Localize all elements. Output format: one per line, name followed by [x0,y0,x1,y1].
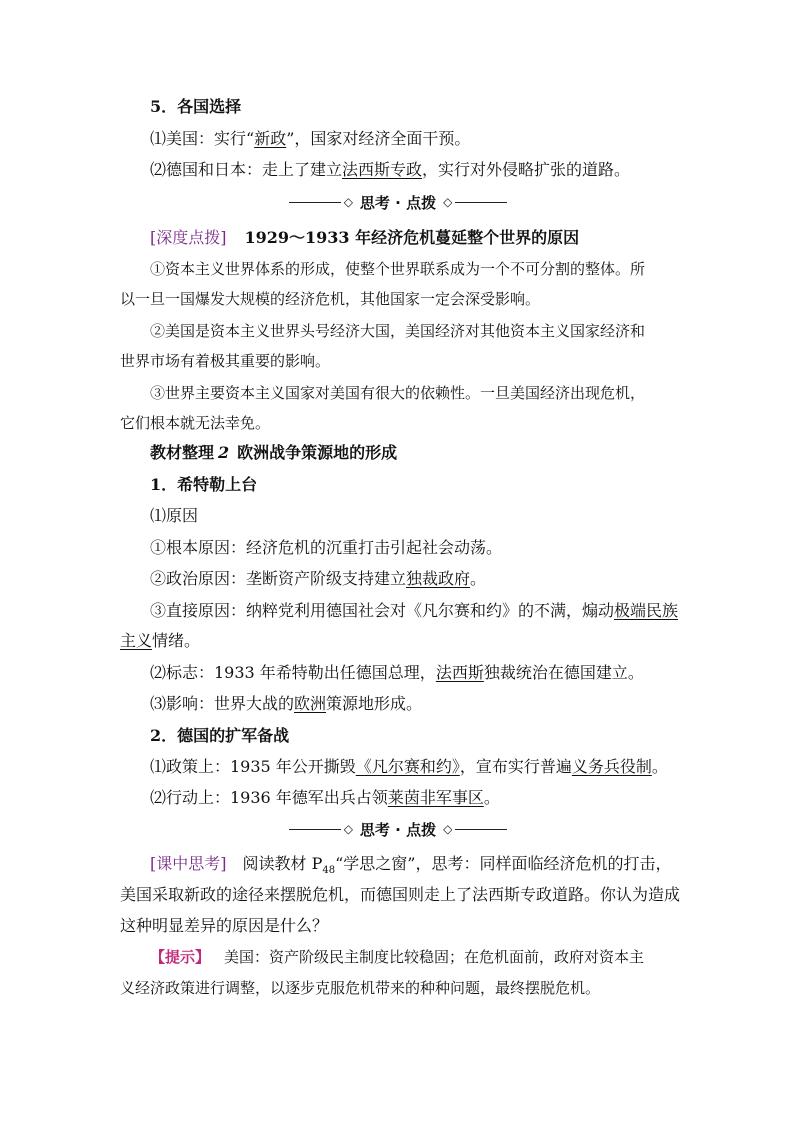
tip-label: 【提示】 [150,948,211,966]
think-line-1 [150,853,676,882]
think-tag: [课中思考] [150,854,227,873]
underlined-term: 新政 [254,129,287,148]
text: ，宣布实行普遍 [459,757,572,776]
depth-p3-cont: 它们根本就无法幸免。 [120,414,271,432]
text: 情绪。 [152,631,201,650]
underlined-term: 极端民族 [614,601,679,620]
think-line-2: 美国采取新政的途径来摆脱危机，而德国则走上了法西斯专政道路。你认为造成 [120,885,681,904]
germany-policy [150,756,676,778]
underlined-term: 欧洲 [294,694,327,713]
hitler-reason-2 [150,568,676,590]
divider-rule [455,202,507,203]
text: ②政治原因：垄断资产阶级支持建立 [150,569,407,588]
heading-number: 2 [218,443,230,462]
section5-us-line [150,128,676,150]
divider-label: 思考 · 点拨 [359,820,437,839]
hitler-effect [150,693,676,715]
think-divider-2 [120,818,676,840]
text: 。 [651,757,668,776]
divider-rule [289,829,341,830]
depth-p1-cont: 以一旦一国爆发大规模的经济危机，其他国家一定会深受影响。 [120,290,541,308]
depth-heading [150,227,676,249]
text: 策源地形成。 [326,694,423,713]
text: ⑵标志：1933 年希特勒出任德国总理， [150,663,436,682]
depth-p2: ②美国是资本主义世界头号经济大国，美国经济对其他资本主义国家经济和 [150,322,646,340]
think-divider-1 [120,191,676,213]
depth-tag: [深度点拨] [150,228,227,247]
depth-p2-cont: 世界市场有着极其重要的影响。 [120,352,331,370]
text: 。 [470,569,487,588]
text: 美国：资产阶级民主制度比较稳固；在危机面前，政府对资本主 [224,948,645,966]
diamond-icon: ◇ [343,822,353,836]
underlined-term: 莱茵非军事区 [387,788,484,807]
page-subscript: 48 [322,865,336,877]
text: 阅读教材 P [242,854,323,873]
hitler-reason-1: ①根本原因：经济危机的沉重打击引起社会动荡。 [150,538,503,557]
diamond-icon: ◇ [443,822,453,836]
underlined-term: 《凡尔赛和约》 [355,757,460,776]
section-heading-2 [150,442,676,464]
text: ⑶影响：世界大战的 [150,694,295,713]
hitler-sign [150,662,676,684]
hitler-title: 1．希特勒上台 [150,475,258,494]
text: ”，国家对经济全面干预。 [286,129,471,148]
diamond-icon: ◇ [443,195,453,209]
text: ⑴政策上：1935 年公开撕毁 [150,757,356,776]
text: 。 [483,788,500,807]
depth-p1: ①资本主义世界体系的形成，使整个世界联系成为一个不可分割的整体。所 [150,260,646,278]
think-line-3: 这种明显差异的原因是什么？ [120,916,329,935]
text: “学思之窗”，思考：同样面临经济危机的打击， [335,854,672,873]
divider-rule [289,202,341,203]
heading-prefix: 教材整理 [150,443,215,462]
divider-label: 思考 · 点拨 [359,193,437,212]
hitler-reason-3-cont [120,630,676,652]
heading-title: 欧洲战争策源地的形成 [237,443,398,462]
hitler-cause: ⑴原因 [150,506,199,525]
text: ③直接原因：纳粹党利用德国社会对《凡尔赛和约》的不满，煽动 [150,601,615,620]
underlined-term: 独裁政府 [406,569,471,588]
section5-de-line [150,159,676,181]
underlined-term: 义务兵役制 [571,757,652,776]
underlined-term: 法西斯专政 [342,160,423,179]
diamond-icon: ◇ [343,195,353,209]
divider-rule [455,829,507,830]
depth-p3: ③世界主要资本主义国家对美国有很大的依赖性。一旦美国经济出现危机， [150,384,646,402]
tip-line-1 [150,946,676,968]
text: ，实行对外侵略扩张的道路。 [422,160,631,179]
text: 独裁统治在德国建立。 [483,663,644,682]
section5-title: 5．各国选择 [150,97,242,116]
text: ⑵行动上：1936 年德军出兵占领 [150,788,388,807]
underlined-term: 主义 [120,631,153,650]
tip-line-2: 义经济政策进行调整，以逐步克服危机带来的种种问题，最终摆脱危机。 [120,979,601,997]
underlined-term: 法西斯 [435,663,484,682]
text: ⑴美国：实行“ [150,129,255,148]
text: ⑵德国和日本：走上了建立 [150,160,343,179]
hitler-reason-3 [150,600,679,622]
germany-action [150,787,676,809]
germany-title: 2．德国的扩军备战 [150,726,290,745]
depth-title: 1929～1933 年经济危机蔓延整个世界的原因 [244,228,580,247]
